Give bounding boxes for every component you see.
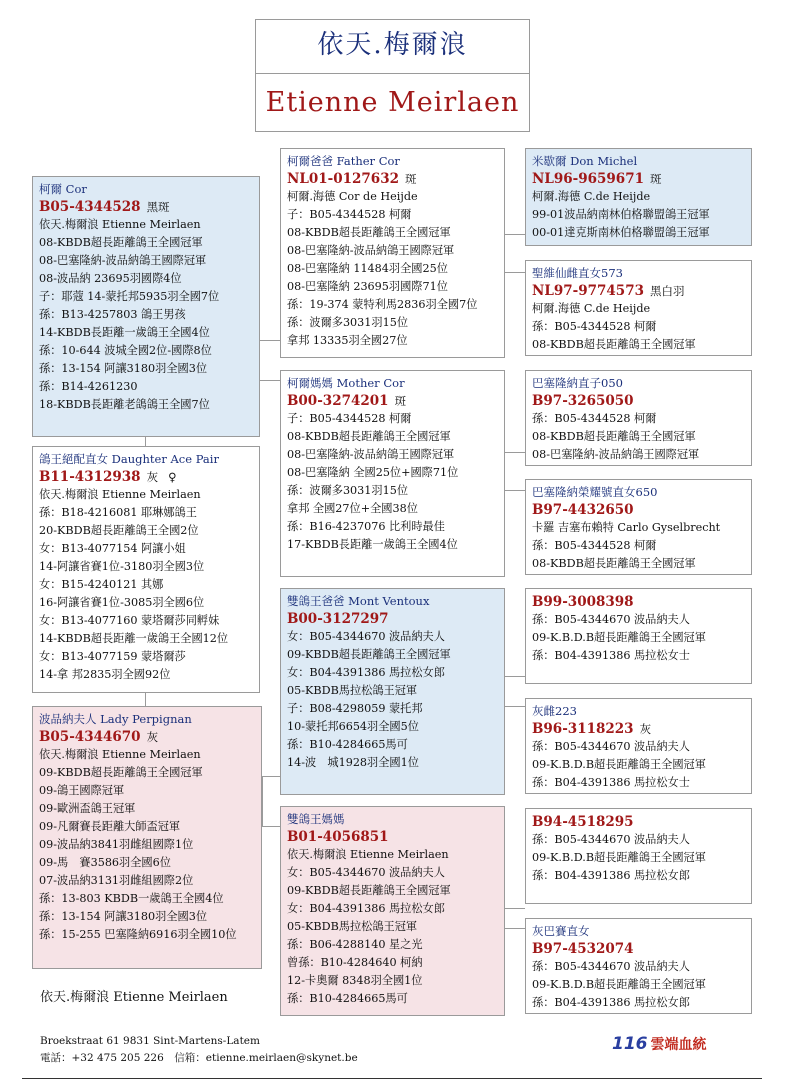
ggp-name: 巴塞隆納榮耀號直女650 <box>532 485 658 499</box>
record-line: 08-巴塞隆納-波品納鴿王國際冠軍 <box>287 448 455 461</box>
record-line: 09-KBDB超長距離鴿王全國冠軍 <box>287 648 451 661</box>
dam-sire-lines <box>287 628 498 772</box>
record-line: 17-KBDB長距離一歲鴿王全國4位 <box>287 538 458 551</box>
record-line: 08-KBDB超長距離鴿王全國冠軍 <box>532 338 696 351</box>
record-line: 20-KBDB超長距離鴿王全國2位 <box>39 524 199 537</box>
ggp-card <box>525 588 752 684</box>
record-line: 08-KBDB超長距離鴿王全國冠軍 <box>287 430 451 443</box>
record-line: 14-阿讓省賽1位-3180羽全國3位 <box>39 560 205 573</box>
connector <box>505 706 525 707</box>
ggp-name: 米歇爾 Don Michel <box>532 154 638 168</box>
record-line: 14-KBDB長距離一歲鴿王全國4位 <box>39 326 210 339</box>
record-line: 09-K.B.D.B超長距離鴿王全國冠軍 <box>532 758 706 771</box>
sire-sire-color: 斑 <box>404 172 417 186</box>
record-line: 孫：波爾多3031羽15位 <box>287 316 409 329</box>
record-line: 08-波品納 23695羽國際4位 <box>39 272 182 285</box>
sibling-sex: ♀ <box>168 470 177 484</box>
ggp-name: 巴塞隆納直子050 <box>532 376 623 390</box>
ggp-ring: NL96-9659671 <box>532 171 644 187</box>
sire-dam-lines <box>287 410 498 554</box>
sire-sire-card <box>280 148 505 358</box>
ggp-card <box>525 698 752 794</box>
sire-sire-lines <box>287 188 498 350</box>
record-line: 孫：B04-4391386 馬拉松女郎 <box>532 996 690 1009</box>
record-line: 08-巴塞隆納-波品納鴿王國際冠軍 <box>39 254 207 267</box>
record-line: 孫：B14-4261230 <box>39 380 138 393</box>
ggp-lines <box>532 831 745 885</box>
record-line: 孫：B06-4288140 星之光 <box>287 938 423 951</box>
ggp-color: 斑 <box>649 172 662 186</box>
record-line: 09-K.B.D.B超長距離鴿王全國冠軍 <box>532 978 706 991</box>
ggp-card <box>525 808 752 904</box>
connector <box>505 908 525 909</box>
record-line: 14-拿 邦2835羽全國92位 <box>39 668 171 681</box>
sire-dam-color: 斑 <box>394 394 407 408</box>
record-line: 孫：13-154 阿讓3180羽全國3位 <box>39 362 208 375</box>
connector <box>505 272 525 273</box>
record-line: 00-01達克斯南林伯格聯盟鴿王冠軍 <box>532 226 710 239</box>
record-line: 依天.梅爾浪 Etienne Meirlaen <box>39 218 201 231</box>
dam-name: 波品納夫人 Lady Perpignan <box>39 712 192 726</box>
record-line: 孫：10-644 波城全國2位-國際8位 <box>39 344 212 357</box>
record-line: 孫：B05-4344670 波品納夫人 <box>532 960 690 973</box>
record-line: 卡羅 吉塞布賴特 Carlo Gyselbrecht <box>532 521 721 534</box>
record-line: 柯爾.海德 C.de Heijde <box>532 302 651 315</box>
record-line: 08-巴塞隆納-波品納鴿王國際冠軍 <box>287 244 455 257</box>
record-line: 孫：B05-4344670 波品納夫人 <box>532 740 690 753</box>
record-line: 孫：15-255 巴塞隆納6916羽全國10位 <box>39 928 237 941</box>
record-line: 孫：B04-4391386 馬拉松女士 <box>532 776 690 789</box>
ggp-name: 聖維仙雌直女573 <box>532 266 623 280</box>
record-line: 女：B05-4344670 波品納夫人 <box>287 866 445 879</box>
sibling-ring: B11-4312938 <box>39 469 141 485</box>
sibling-card <box>32 446 260 693</box>
ggp-lines <box>532 611 745 665</box>
record-line: 09-KBDB超長距離鴿王全國冠軍 <box>39 766 203 779</box>
record-line: 08-KBDB超長距離鴿王全國冠軍 <box>532 557 696 570</box>
sire-sire-ring: NL01-0127632 <box>287 171 399 187</box>
record-line: 08-巴塞隆納-波品納鴿王國際冠軍 <box>532 448 700 461</box>
record-line: 柯爾.海德 C.de Heijde <box>532 190 651 203</box>
record-line: 14-KBDB超長距離一歲鴿王全國12位 <box>39 632 229 645</box>
dam-sire-ring: B00-3127297 <box>287 611 389 627</box>
title-chinese: 依天.梅爾浪 <box>256 20 529 74</box>
connector <box>145 436 146 446</box>
record-line: 孫：B05-4344528 柯爾 <box>532 539 657 552</box>
ggp-lines <box>532 300 745 354</box>
logo-number: 116 <box>612 1034 648 1054</box>
record-line: 孫：19-374 蒙特利馬2836羽全國7位 <box>287 298 478 311</box>
dam-dam-ring: B01-4056851 <box>287 829 389 845</box>
record-line: 09-波品納3841羽雌組國際1位 <box>39 838 194 851</box>
record-line: 09-馬 賽3586羽全國6位 <box>39 856 171 869</box>
record-line: 女：B15-4240121 其娜 <box>39 578 164 591</box>
sire-dam-name: 柯爾媽媽 Mother Cor <box>287 376 405 390</box>
record-line: 女：B05-4344670 波品納夫人 <box>287 630 445 643</box>
ggp-lines <box>532 738 745 792</box>
record-line: 99-01波品納南林伯格聯盟鴿王冠軍 <box>532 208 710 221</box>
record-line: 孫：B16-4237076 比利時最佳 <box>287 520 445 533</box>
bottom-divider <box>22 1078 762 1079</box>
record-line: 孫：B04-4391386 馬拉松女士 <box>532 649 690 662</box>
record-line: 孫：B05-4344528 柯爾 <box>532 412 657 425</box>
record-line: 依天.梅爾浪 Etienne Meirlaen <box>39 488 201 501</box>
dam-sire-name: 雙鴿王爸爸 Mont Ventoux <box>287 594 430 608</box>
record-line: 09-凡爾賽長距離大師盃冠軍 <box>39 820 181 833</box>
record-line: 09-K.B.D.B超長距離鴿王全國冠軍 <box>532 851 706 864</box>
title-english: Etienne Meirlaen <box>265 87 520 118</box>
record-line: 女：B04-4391386 馬拉松女郎 <box>287 666 445 679</box>
ggp-lines <box>532 188 745 242</box>
record-line: 08-巴塞隆納 全國25位+國際71位 <box>287 466 459 479</box>
record-line: 孫：B04-4391386 馬拉松女郎 <box>532 869 690 882</box>
connector <box>258 380 280 381</box>
record-line: 依天.梅爾浪 Etienne Meirlaen <box>39 748 201 761</box>
record-line: 05-KBDB馬拉松鴿王冠軍 <box>287 684 418 697</box>
record-line: 10-蒙托邦6654羽全國5位 <box>287 720 419 733</box>
sire-sire-name: 柯爾爸爸 Father Cor <box>287 154 400 168</box>
record-line: 子：耶蔻 14-蒙托邦5935羽全國7位 <box>39 290 220 303</box>
record-line: 拿邦 全國27位+全國38位 <box>287 502 418 515</box>
record-line: 依天.梅爾浪 Etienne Meirlaen <box>287 848 449 861</box>
phone-email: 電話：+32 475 205 226 信箱：etienne.meirlaen@skynet.be <box>40 1052 358 1064</box>
ggp-ring: B96-3118223 <box>532 721 634 737</box>
record-line: 子：B08-4298059 蒙托邦 <box>287 702 423 715</box>
record-line: 女：B13-4077159 蒙塔爾莎 <box>39 650 186 663</box>
connector <box>262 826 280 827</box>
record-line: 12-卡奧爾 8348羽全國1位 <box>287 974 423 987</box>
record-line: 孫：B10-4284665馬可 <box>287 738 408 751</box>
sire-dam-card <box>280 370 505 577</box>
sire-dam-ring: B00-3274201 <box>287 393 389 409</box>
dam-dam-name: 雙鴿王媽媽 <box>287 812 345 826</box>
logo-text: 雲端血統 <box>650 1037 707 1053</box>
record-line: 14-波 城1928羽全國1位 <box>287 756 419 769</box>
sibling-lines <box>39 486 253 684</box>
record-line: 07-波品納3131羽雌組國際2位 <box>39 874 194 887</box>
ggp-card <box>525 479 752 575</box>
record-line: 孫：B13-4257803 鴿王男孩 <box>39 308 186 321</box>
ggp-ring: B97-3265050 <box>532 393 634 409</box>
record-line: 09-K.B.D.B超長距離鴿王全國冠軍 <box>532 631 706 644</box>
ggp-card <box>525 260 752 356</box>
connector <box>262 776 263 826</box>
ggp-lines <box>532 519 745 573</box>
record-line: 08-巴塞隆納 11484羽全國25位 <box>287 262 448 275</box>
record-line: 05-KBDB馬拉松鴿王冠軍 <box>287 920 418 933</box>
record-line: 08-KBDB超長距離鴿王全國冠軍 <box>532 430 696 443</box>
ggp-card <box>525 148 752 246</box>
dam-card <box>32 706 262 969</box>
record-line: 08-KBDB超長距離鴿王全國冠軍 <box>39 236 203 249</box>
record-line: 女：B13-4077160 蒙塔爾莎同孵妹 <box>39 614 220 627</box>
record-line: 08-KBDB超長距離鴿王全國冠軍 <box>287 226 451 239</box>
record-line: 16-阿讓省賽1位-3085羽全國6位 <box>39 596 205 609</box>
address: Broekstraat 61 9831 Sint-Martens-Latem <box>40 1035 260 1047</box>
ggp-color: 灰 <box>639 722 652 736</box>
connector <box>505 928 525 929</box>
pedigree-title-box <box>255 19 530 132</box>
ggp-color: 黑白羽 <box>649 284 685 298</box>
ggp-ring: NL97-9774573 <box>532 283 644 299</box>
record-line: 孫：13-154 阿讓3180羽全國3位 <box>39 910 208 923</box>
record-line: 孫：波爾多3031羽15位 <box>287 484 409 497</box>
record-line: 曾孫：B10-4284640 柯納 <box>287 956 423 969</box>
dam-color: 灰 <box>146 730 159 744</box>
dam-lines <box>39 746 255 944</box>
dam-dam-lines <box>287 846 498 1008</box>
dam-dam-card <box>280 806 505 1016</box>
record-line: 女：B13-4077154 阿讓小姐 <box>39 542 186 555</box>
record-line: 柯爾.海德 Cor de Heijde <box>287 190 418 203</box>
ggp-lines <box>532 958 745 1012</box>
connector <box>505 234 525 235</box>
contact-block <box>40 1033 358 1067</box>
connector <box>505 676 525 677</box>
subject-lines <box>39 216 253 414</box>
subject-ring: B05-4344528 <box>39 199 141 215</box>
connector <box>258 340 280 341</box>
subject-card <box>32 176 260 437</box>
dam-ring: B05-4344670 <box>39 729 141 745</box>
ggp-lines <box>532 410 745 464</box>
record-line: 拿邦 13335羽全國27位 <box>287 334 408 347</box>
record-line: 孫：B18-4216081 耶琳娜鴿王 <box>39 506 197 519</box>
ggp-ring: B97-4532074 <box>532 941 634 957</box>
ggp-card <box>525 918 752 1014</box>
brand-logo <box>612 1034 707 1054</box>
record-line: 子：B05-4344528 柯爾 <box>287 412 412 425</box>
ggp-ring: B97-4432650 <box>532 502 634 518</box>
record-line: 孫：B05-4344670 波品納夫人 <box>532 613 690 626</box>
ggp-name: 灰雌223 <box>532 704 577 718</box>
record-line: 18-KBDB長距離老鴿鴿王全國7位 <box>39 398 210 411</box>
record-line: 09-KBDB超長距離鴿王全國冠軍 <box>287 884 451 897</box>
record-line: 孫：B05-4344670 波品納夫人 <box>532 833 690 846</box>
connector <box>262 776 280 777</box>
record-line: 孫：B05-4344528 柯爾 <box>532 320 657 333</box>
subject-name: 柯爾 Cor <box>39 182 87 196</box>
record-line: 09-歐洲盃鴿王冠軍 <box>39 802 136 815</box>
ggp-ring: B94-4518295 <box>532 814 634 830</box>
record-line: 孫：B10-4284665馬可 <box>287 992 408 1005</box>
connector <box>145 692 146 706</box>
owner-name: 依天.梅爾浪 Etienne Meirlaen <box>40 990 228 1005</box>
sibling-color: 灰 <box>146 470 159 484</box>
record-line: 子：B05-4344528 柯爾 <box>287 208 412 221</box>
ggp-name: 灰巴賽直女 <box>532 924 590 938</box>
record-line: 08-巴塞隆納 23695羽國際71位 <box>287 280 448 293</box>
dam-sire-card <box>280 588 505 795</box>
sibling-name: 鴿王絕配直女 Daughter Ace Pair <box>39 452 219 466</box>
subject-color: 黑斑 <box>146 200 170 214</box>
ggp-ring: B99-3008398 <box>532 594 634 610</box>
connector <box>505 452 525 453</box>
ggp-card <box>525 370 752 466</box>
record-line: 孫：13-803 KBDB一歲鴿王全國4位 <box>39 892 224 905</box>
connector <box>505 490 525 491</box>
record-line: 09-鴿王國際冠軍 <box>39 784 125 797</box>
record-line: 女：B04-4391386 馬拉松女郎 <box>287 902 445 915</box>
